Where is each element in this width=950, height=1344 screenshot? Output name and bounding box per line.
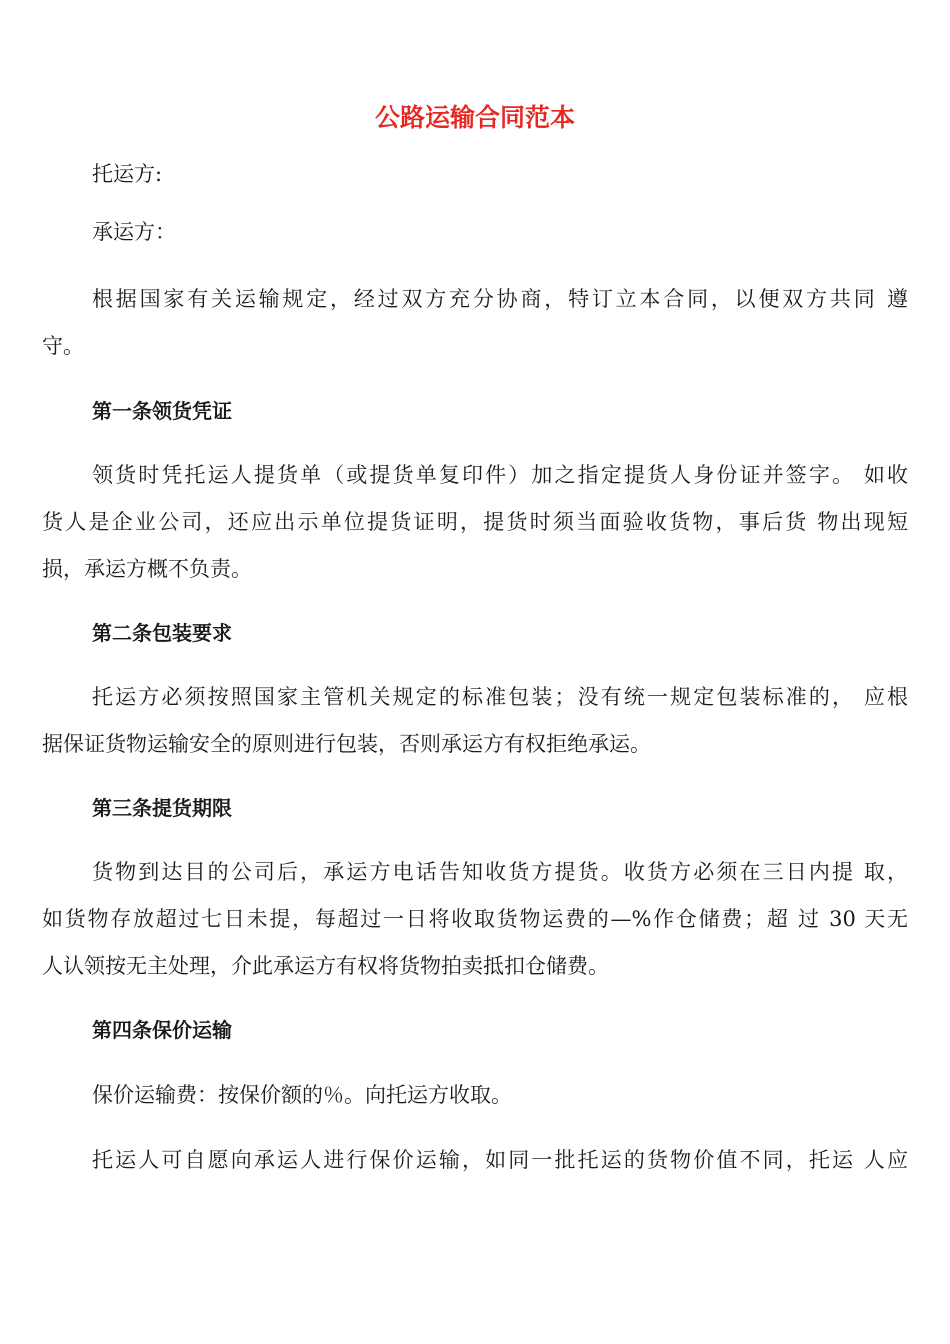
article-3-line-1: 货物到达目的公司后，承运方电话告知收货方提货。收货方必须在三日内提 取， [92,860,908,884]
article-1-heading: 第一条领货凭证 [92,399,232,423]
article-2-line-2: 据保证货物运输安全的原则进行包装，否则承运方有权拒绝承运。 [42,732,651,756]
article-2-heading: 第二条包装要求 [92,621,232,645]
document-title: 公路运输合同范本 [374,103,575,132]
article-1-line-2: 货人是企业公司，还应出示单位提货证明，提货时须当面验收货物，事后货 物出现短 [42,510,908,534]
article-4-line-1: 托运人可自愿向承运人进行保价运输，如同一批托运的货物价值不同，托运 人应 [92,1148,908,1172]
article-4-heading: 第四条保价运输 [92,1018,232,1042]
consignor-label: 托运方: [92,162,163,186]
article-2-line-1: 托运方必须按照国家主管机关规定的标准包装；没有统一规定包装标准的， 应根 [92,685,908,709]
article-1-line-3: 损，承运方概不负责。 [42,557,252,581]
intro-line-2: 守。 [42,334,84,358]
article-4-fee-line: 保价运输费：按保价额的％。向托运方收取。 [92,1083,512,1107]
article-1-line-1: 领货时凭托运人提货单（或提货单复印件）加之指定提货人身份证并签字。 如收 [92,463,908,487]
carrier-label: 承运方： [92,220,176,244]
intro-line-1: 根据国家有关运输规定，经过双方充分协商，特订立本合同，以便双方共同 遵 [92,287,908,311]
article-3-line-2: 如货物存放超过七日未提，每超过一日将收取货物运费的—%作仓储费；超 过 30 天无 [42,907,908,931]
article-3-line-3: 人认领按无主处理，介此承运方有权将货物拍卖抵扣仓储费。 [42,954,609,978]
article-3-heading: 第三条提货期限 [92,796,232,820]
